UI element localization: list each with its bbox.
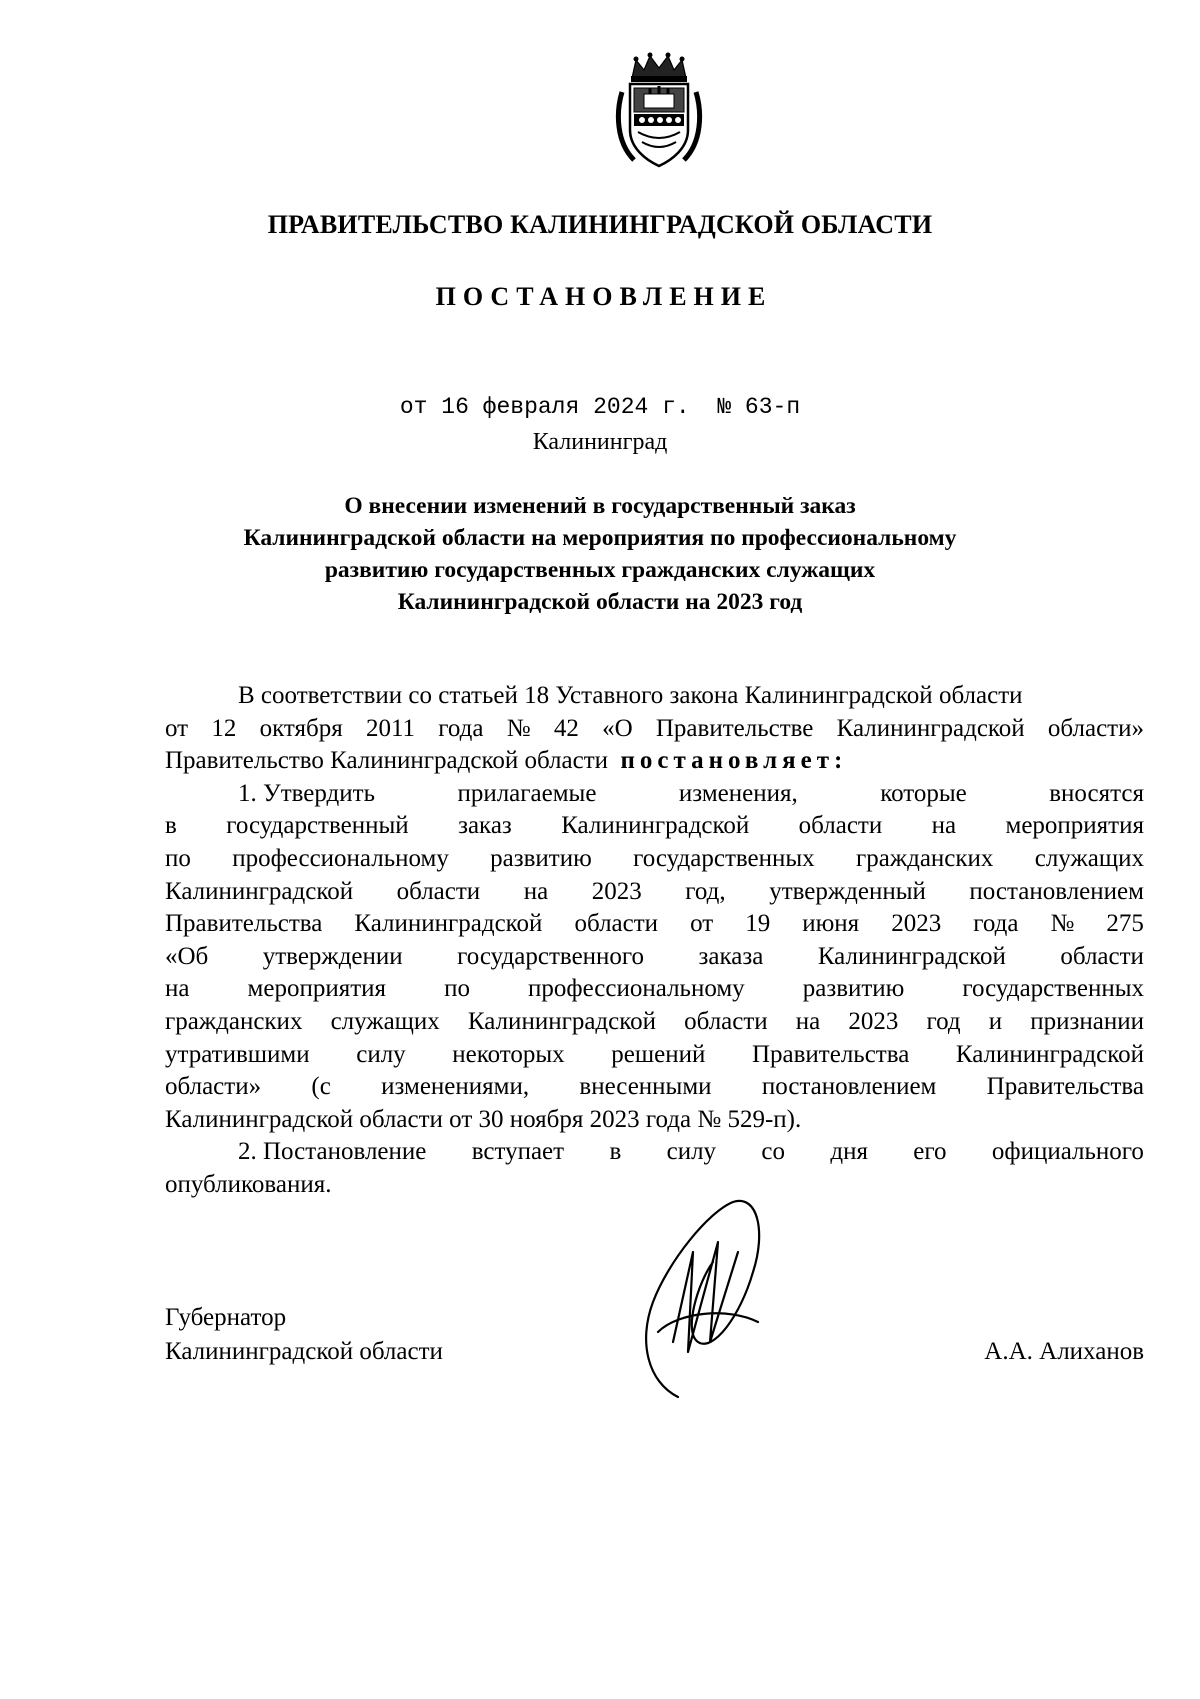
city: Калининград [532,429,668,455]
body-word: «Об [165,942,209,970]
body-line [165,1136,1144,1169]
body-word: области [574,910,659,938]
body-word: года [438,714,484,742]
body-word: № [1050,910,1075,938]
body-word: которые [880,779,967,807]
body-word: признании [1030,1007,1144,1035]
body-word: области [1060,942,1144,970]
body-word: заказ [458,812,512,840]
body-word: государственных [962,975,1144,1003]
body-line [165,876,1144,909]
signer-title-line: Калининградской области [165,1338,443,1365]
subject-line: Калининградской области на 2023 год [397,589,803,615]
body-word: изменениями, [381,1073,530,1101]
body-word: государственного [457,942,645,970]
body-word: 275 [1106,910,1144,938]
body-word: со [761,1138,785,1166]
body-word: в [609,1138,622,1166]
body-word: официального [991,1138,1144,1166]
body-word: заказа [698,942,764,970]
body-line-text: Правительство Калининградской области [165,747,609,775]
body-word: Калининградской [561,812,750,840]
body-word: силу [356,1040,406,1068]
body-word: от [690,910,714,938]
body-line [165,810,1144,843]
body-word: Калининградской [817,942,1006,970]
body-word: года [973,910,1019,938]
body-word: утверждении [262,942,403,970]
body-word: по [444,975,470,1003]
body-word: дня [830,1138,868,1166]
body-word: постановлением [761,1073,937,1101]
body-word: 1. Утвердить [238,779,375,807]
body-word: профессиональному [528,975,745,1003]
body-word: «О [602,714,633,742]
subject-line: Калининградской области на мероприятия по профессиональному [243,525,957,551]
body-word: мероприятия [1005,812,1144,840]
body-word: вносятся [1049,779,1144,807]
body-word: (с [311,1073,331,1101]
handwritten-signature [618,1192,768,1404]
body-word: области» [165,1073,262,1101]
body-word: его [913,1138,947,1166]
body-word: № [506,714,531,742]
body-line [165,941,1144,974]
body-word: октября [259,714,343,742]
body-line: В соответствии со статьей 18 Уставного закона Калининградской области [238,682,1023,709]
signer-title-line: Губернатор [165,1304,287,1331]
body-word: Правительстве [655,714,814,742]
body-word: от [165,714,189,742]
body-word: прилагаемые [457,779,597,807]
document-body [165,680,1144,1202]
body-word: 42 [553,714,579,742]
body-word: государственных [633,844,815,872]
body-word: изменения, [678,779,798,807]
body-word: 2023 [848,1007,899,1035]
body-word: области [396,877,481,905]
body-word: 2023 [591,877,642,905]
body-word: 2011 [365,714,416,742]
body-word: государственный [226,812,409,840]
body-word: вступает [471,1138,565,1166]
body-word: июня [802,910,860,938]
body-line [165,1039,1144,1072]
subject-line: развитию государственных гражданских служащих [324,557,876,583]
body-word: развитию [490,844,592,872]
body-word: и [988,1007,1003,1035]
body-word: Калининградской [955,1040,1144,1068]
body-line [165,713,1144,746]
body-word: 2023 [891,910,942,938]
body-word: на [165,975,190,1003]
document-type: ПОСТАНОВЛЕНИЕ [435,282,773,311]
body-word: профессиональному [232,844,449,872]
body-word: Калининградской [836,714,1025,742]
signer-name: А.А. Алиханов [984,1338,1144,1365]
body-word: утратившими [165,1040,310,1068]
body-word: 2. Постановление [238,1138,427,1166]
body-word: 19 [745,910,771,938]
body-line [165,745,1144,778]
body-word: Правительства [165,910,323,938]
body-word: силу [666,1138,717,1166]
resolve-word: постановляет: [620,747,848,775]
body-word: утвержденный [769,877,926,905]
body-word: некоторых [452,1040,565,1068]
body-word: гражданских [165,1007,303,1035]
body-word: по [165,844,191,872]
body-word: год, [685,877,726,905]
body-word: области» [1047,714,1144,742]
government-title: ПРАВИТЕЛЬСТВО КАЛИНИНГРАДСКОЙ ОБЛАСТИ [267,210,933,239]
signer-title [165,1301,443,1369]
document-subject [0,490,1200,618]
body-word: области [684,1007,768,1035]
body-word: внесенными [579,1073,712,1101]
body-word: 12 [211,714,237,742]
body-word: Правительства [751,1040,910,1068]
body-word: Калининградской [354,910,543,938]
body-word: Калининградской [467,1007,656,1035]
body-word: постановлением [969,877,1144,905]
body-word: в [165,812,177,840]
body-word: развитию [802,975,905,1003]
body-word: на [523,877,549,905]
body-word: гражданских [855,844,994,872]
body-word: Правительства [986,1073,1144,1101]
body-line [165,1071,1144,1104]
body-word: служащих [330,1007,440,1035]
body-word: год [926,1007,961,1035]
body-word: на [931,812,957,840]
body-line [165,908,1144,941]
body-word: мероприятия [247,975,387,1003]
body-word: Калининградской [165,877,354,905]
coat-of-arms-emblem [614,52,704,170]
body-word: области [798,812,883,840]
body-line [165,973,1144,1006]
body-line: опубликования. [165,1170,332,1198]
date-number-line: от 16 февраля 2024 г. № 63-п [399,394,801,420]
body-line: Калининградской области от 30 ноября 2023 года № 529-п). [165,1105,802,1133]
body-word: на [795,1007,821,1035]
body-word: служащих [1034,844,1144,872]
subject-line: О внесении изменений в государственный заказ [344,493,856,519]
body-line [165,778,1144,811]
body-word: решений [611,1040,706,1068]
body-line [165,843,1144,876]
body-line [165,1006,1144,1039]
